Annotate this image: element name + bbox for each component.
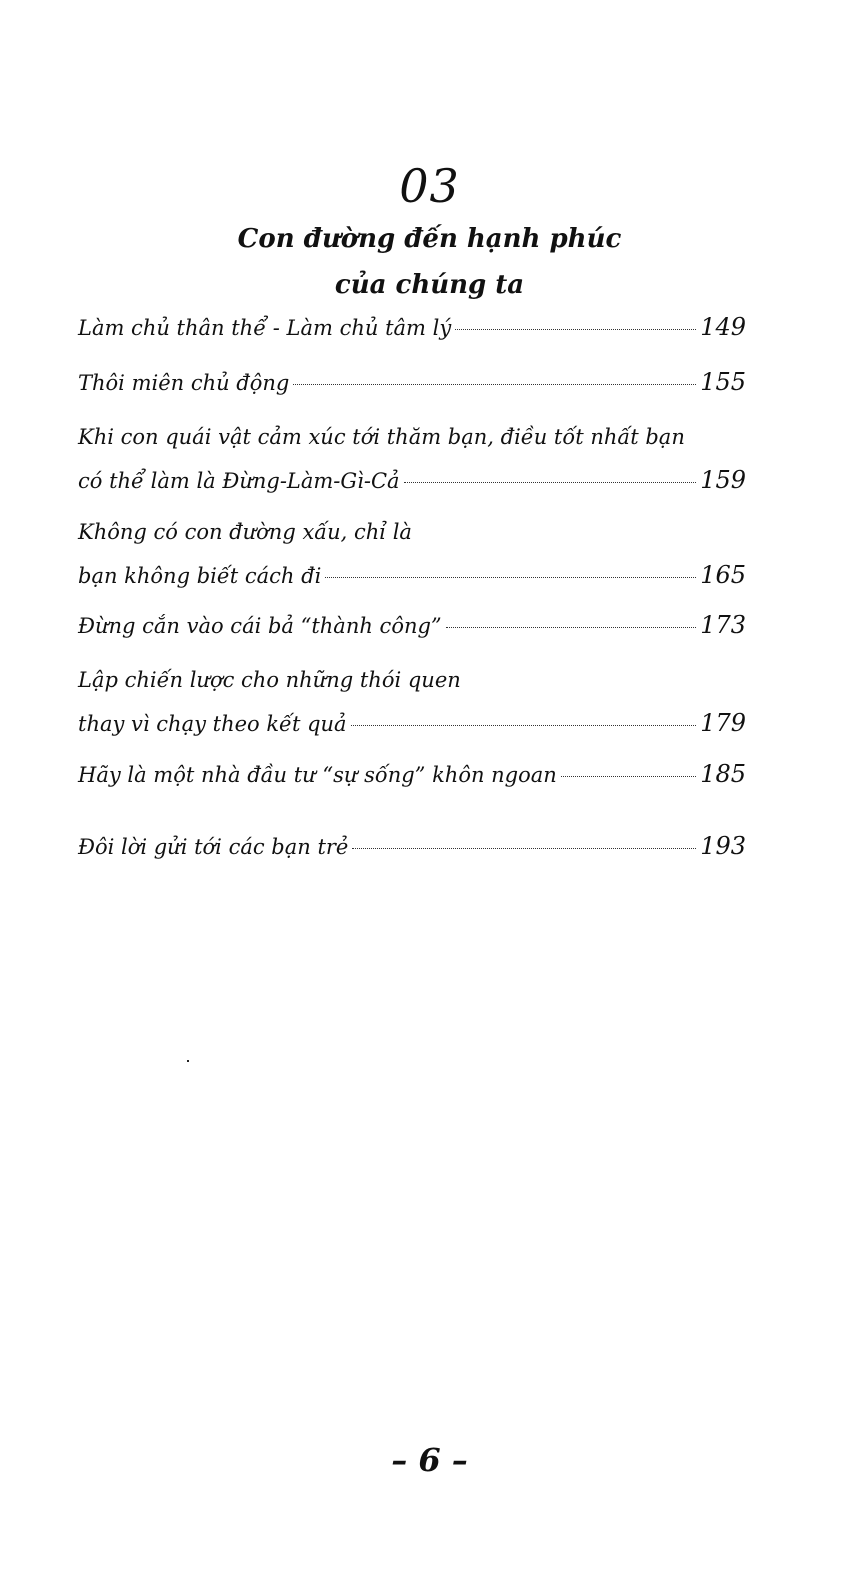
toc-leader-dots [561, 776, 696, 777]
toc-leader-dots [455, 329, 696, 330]
toc-entry[interactable] [78, 518, 746, 604]
toc-entry-title-line-1: Khi con quái vật cảm xúc tới thăm bạn, điều tốt nhất bạn [78, 425, 685, 449]
toc-leader-dots [351, 725, 697, 726]
toc-entry[interactable] [78, 368, 746, 411]
toc-entry-title: Đôi lời gửi tới các bạn trẻ [78, 835, 349, 859]
chapter-title-line-1: Con đường đến hạnh phúc [237, 224, 622, 254]
toc-entry[interactable] [78, 313, 746, 356]
toc-entry-title-line-2: có thể làm là Đừng-Làm-Gì-Cả [78, 469, 400, 493]
toc-entry-title: Làm chủ thân thể - Làm chủ tâm lý [78, 316, 452, 340]
chapter-title-line-2: của chúng ta [334, 270, 525, 300]
toc-leader-dots [293, 384, 696, 385]
page-number: – 6 – [391, 1441, 468, 1479]
toc-page-number: 149 [700, 313, 746, 341]
toc-page-number: 155 [700, 368, 746, 396]
toc-page-number: 165 [700, 561, 746, 589]
chapter-number: 03 [399, 159, 460, 213]
toc-entry-title: Đừng cắn vào cái bả “thành công” [78, 614, 442, 638]
toc-leader-dots [404, 482, 697, 483]
toc-entry-title-line-2: bạn không biết cách đi [78, 564, 322, 588]
toc-entry-title-line-1: Không có con đường xấu, chỉ là [78, 520, 412, 544]
toc-page-number: 193 [700, 832, 746, 860]
toc-leader-dots [325, 577, 696, 578]
toc-entry[interactable] [78, 666, 746, 752]
toc-entry-title-line-2: thay vì chạy theo kết quả [78, 712, 347, 736]
toc-entry-title: Thôi miên chủ động [78, 371, 290, 395]
toc-leader-dots [446, 627, 697, 628]
toc-entry-title: Hãy là một nhà đầu tư “sự sống” khôn ngoan [78, 763, 557, 787]
toc-entry[interactable] [78, 760, 746, 803]
toc-page-number: 159 [700, 466, 746, 494]
toc-entry[interactable] [78, 832, 746, 875]
toc-page-number: 185 [700, 760, 746, 788]
toc-leader-dots [352, 848, 696, 849]
toc-entry[interactable] [78, 611, 746, 654]
toc-page-number: 173 [700, 611, 746, 639]
toc-entry[interactable] [78, 423, 746, 509]
toc-entry-title-line-1: Lập chiến lược cho những thói quen [78, 668, 461, 692]
toc-page-number: 179 [700, 709, 746, 737]
stray-ink-dot [187, 1060, 189, 1062]
